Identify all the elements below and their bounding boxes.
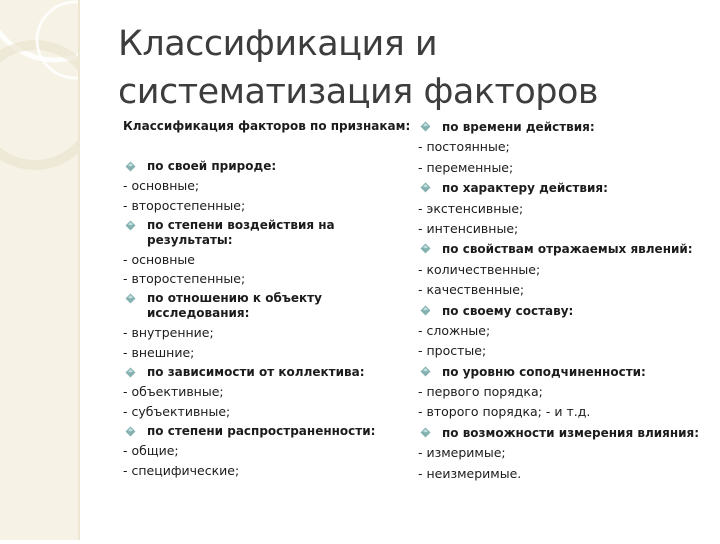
right-list-line: - простые;	[418, 343, 487, 359]
left-bullet-text: по степени распространенности:	[147, 423, 376, 438]
diamond-bullet-icon	[125, 293, 136, 304]
diamond-bullet-icon	[420, 121, 431, 132]
right-list-line: - неизмеримые.	[418, 465, 522, 481]
diamond-bullet-icon	[420, 427, 431, 438]
right-list-line: - первого порядка;	[418, 384, 543, 400]
right-column	[418, 117, 718, 484]
right-bullet-text: по уровню соподчиненности:	[442, 364, 646, 379]
right-bullet-item	[418, 301, 718, 321]
decorative-sidebar	[0, 0, 80, 540]
left-bullet-item	[123, 216, 413, 250]
left-bullet-text: по своей природе:	[147, 158, 277, 173]
right-list-line: - интенсивные;	[418, 220, 519, 236]
left-list-line: - второстепенные;	[123, 271, 246, 287]
left-bullet-text: по зависимости от коллектива:	[147, 364, 365, 379]
left-bullet-item	[123, 422, 413, 442]
right-list-line: - постоянные;	[418, 139, 510, 155]
left-list-line: - основные;	[123, 178, 200, 194]
diamond-bullet-icon	[420, 366, 431, 377]
right-bullet-text: по времени действия:	[442, 120, 595, 134]
right-list-line: - измеримые;	[418, 445, 506, 461]
decorative-circles	[0, 0, 80, 540]
right-list-line: - второго порядка; - и т.д.	[418, 404, 591, 420]
right-bullet-item	[418, 239, 718, 259]
left-bullet-text: по степени воздействия на результаты:	[147, 217, 335, 247]
left-column	[123, 117, 413, 481]
right-bullet-item	[418, 423, 718, 443]
left-bullet-item	[123, 289, 413, 323]
diamond-bullet-icon	[420, 305, 431, 316]
left-list-line: - внутренние;	[123, 325, 214, 341]
right-list-line: - качественные;	[418, 282, 525, 298]
diamond-bullet-icon	[125, 426, 136, 437]
right-list-line: - сложные;	[418, 322, 491, 338]
right-bullet-item	[418, 362, 718, 382]
right-bullet-text: по своему составу:	[442, 303, 574, 318]
right-bullet-item	[418, 117, 718, 137]
right-bullet-text: по свойствам отражаемых явлений:	[442, 242, 693, 257]
left-heading: Классификация факторов по признакам:	[123, 119, 411, 133]
right-bullet-item	[418, 178, 718, 198]
diamond-bullet-icon	[125, 367, 136, 378]
left-bullet-item	[123, 363, 413, 383]
left-bullet-text: по отношению к объекту исследования:	[147, 291, 322, 321]
left-list-line: - основные	[123, 251, 195, 267]
diamond-bullet-icon	[420, 182, 431, 193]
right-list-line: - экстенсивные;	[418, 200, 524, 216]
left-list-line: - субъективные;	[123, 403, 231, 419]
heading-spacer	[123, 137, 413, 157]
right-bullet-text: по характеру действия:	[442, 181, 608, 196]
right-list-line: - количественные;	[418, 261, 541, 277]
left-list-line: - общие;	[123, 443, 179, 459]
right-bullet-text: по возможности измерения влияния:	[442, 425, 700, 440]
diamond-bullet-icon	[420, 243, 431, 254]
left-bullet-item	[123, 157, 413, 177]
slide-title: Классификация и систематизация факторов	[118, 24, 599, 112]
diamond-bullet-icon	[125, 161, 136, 172]
left-list-line: - специфические;	[123, 462, 240, 478]
left-list-line: - внешние;	[123, 344, 195, 360]
right-list-line: - переменные;	[418, 159, 514, 175]
left-list-line: - второстепенные;	[123, 198, 246, 214]
diamond-bullet-icon	[125, 220, 136, 231]
left-list-line: - объективные;	[123, 384, 224, 400]
